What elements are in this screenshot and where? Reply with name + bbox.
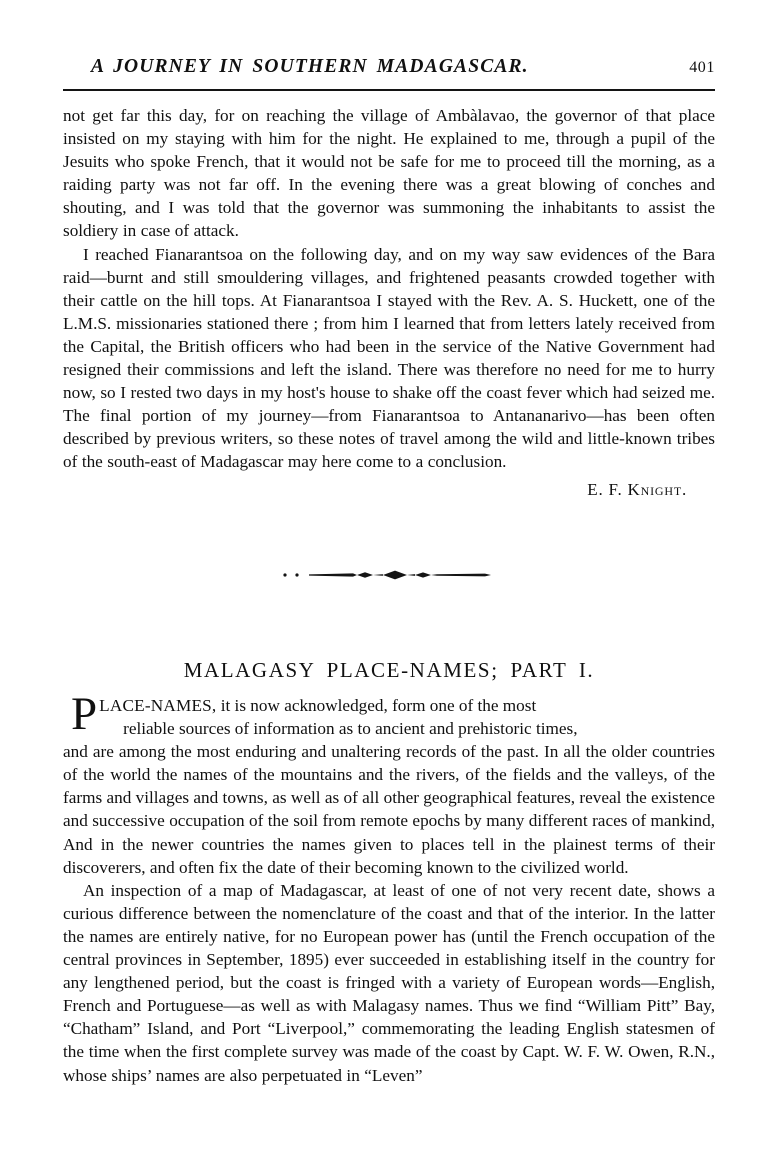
paragraph-continuation: not get far this day, for on reaching the village of Ambàlavao, the governor of that place insisted on my staying with him for the night. He explained to me, through a pupil of the Jesuits who spoke French, that it would not be safe for me to proceed till the morning, as a raiding party was not far off. In the evening there was a great blowing of conches and shouting, and I was told that the governor was summoning the inhabitants to assist the soldiery in case of attack. — [63, 106, 715, 241]
paragraph-map-inspection: An inspection of a map of Madagascar, at least of one of not very recent date, shows a curious difference between the nomenclature of the coast and that of the interior. In the latter the names are entirely native, for no European power has (until the French occupation of the central provinces in September, 1895) ever succeeded in establishing itself in the country for any lengthened period, but the coast is fringed with a variety of European words—English, French and Portuguese—as well as with Malagasy names. Thus we find “William Pitt” Bay, “Chatham” Island, and Port “Liverpool,” commemorating the leading English statesmen of the time when the first complete survey was made of the coast by Capt. W. F. W. Owen, R.N., whose ships’ names are also perpetuated in “Leven” — [63, 880, 715, 1085]
decorative-rule-ornament — [279, 564, 499, 586]
lead-line-two: reliable sources of information as to ancient and prehistoric times, — [123, 719, 578, 739]
lead-line-one-rest: it is now acknowledged, form one of the most — [216, 696, 537, 715]
paragraph-fianarantsoa: I reached Fianarantsoa on the following day, and on my way saw evidences of the Bara raid—burnt and still smouldering villages, and frightened peasants crowded together with their cattle on the hill tops. At Fianarantsoa I stayed with the Rev. A. S. Huckett, one of the L.M.S. missionaries stationed there ; from him I learned that from letters lately received from the Capital, the British officers who had been in the service of the Native Government had resigned their commissions and left the island. There was therefore no need for me to hurry now, so I rested two days in my host's house to shake off the coast fever which had seized me. The final portion of my journey—from Fianarantsoa to Antananarivo—has been often described by previous writers, so these notes of travel among the wild and little-known tribes of the south-east of Madagascar may here come to a conclusion. — [63, 244, 715, 472]
lead-caps-text: LACE-NAMES, — [99, 696, 217, 715]
section-heading: MALAGASY PLACE-NAMES; PART I. — [183, 658, 595, 682]
author-name: E. F. Knight. — [587, 479, 687, 499]
drop-cap-letter: P — [71, 688, 98, 740]
page-folio-number: 401 — [689, 59, 715, 76]
article-two-body — [63, 688, 715, 1087]
article-one-body — [63, 104, 715, 500]
running-head — [63, 56, 715, 78]
running-head-title: A JOURNEY IN SOUTHERN MADAGASCAR. — [91, 56, 529, 77]
opening-paragraph — [63, 688, 715, 879]
header-horizontal-rule — [63, 89, 715, 91]
article-signature — [63, 480, 715, 500]
lead-paragraph-rest: and are among the most enduring and unaltering records of the past. In all the older countries of the world the names of the mountains and the rivers, of the fields and the valleys, of the farms and villages and towns, as well as of all other geographical features, reveal the existence and successive occupation of the soil from remote epochs by many different races of mankind, And in the newer countries the names given to places tell in the plainest terms of their discoverers, and often fix the date of their becoming known to the civilized world. — [63, 742, 715, 877]
section-ornament — [0, 560, 778, 590]
